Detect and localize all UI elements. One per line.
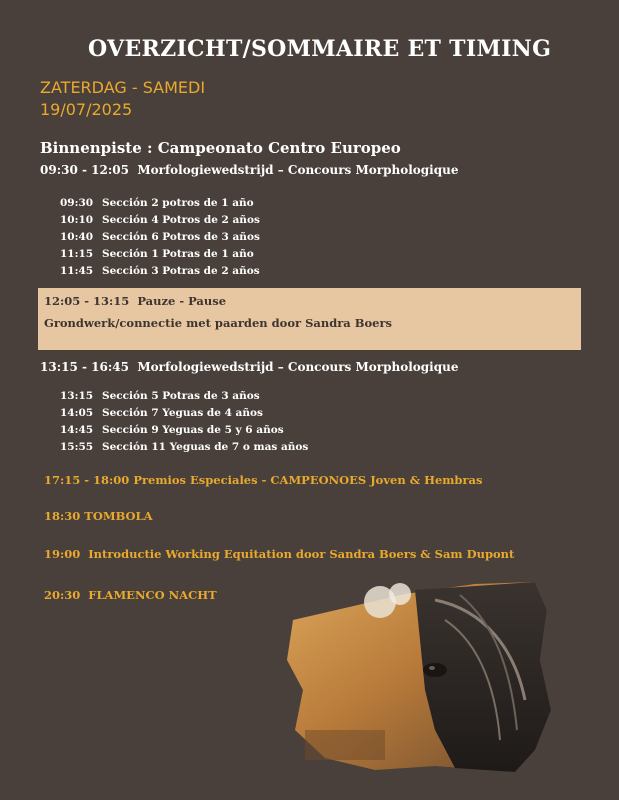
day-label: ZATERDAG - SAMEDI [40,78,206,97]
horse-photo [285,580,553,775]
event-working-equitation [44,547,514,561]
block1-label: Morfologiewedstrijd – Concours Morphologique [137,163,459,177]
event-label: TOMBOLA [84,509,153,523]
venue-heading: Binnenpiste : Campeonato Centro Europeo [40,139,401,157]
session-label: Sección 5 Potras de 3 años [102,390,260,402]
session-time: 14:05 [60,407,94,419]
session-label: Sección 7 Yeguas de 4 años [102,407,263,419]
session-label: Sección 3 Potras de 2 años [102,265,260,277]
pause-box [38,288,581,350]
session-label: Sección 1 Potras de 1 año [102,248,254,260]
session-time: 10:10 [60,214,94,226]
block1-sessions [60,197,260,282]
block1-heading [40,163,458,177]
session-time: 10:40 [60,231,94,243]
session-item [60,214,260,231]
session-label: Sección 4 Potros de 2 años [102,214,260,226]
session-label: Sección 11 Yeguas de 7 o mas años [102,441,309,453]
session-time: 15:55 [60,441,94,453]
event-label: Introductie Working Equitation door Sandra Boers & Sam Dupont [88,547,515,561]
event-time: 19:00 [44,547,81,561]
session-item [60,441,308,458]
session-time: 11:45 [60,265,94,277]
session-label: Sección 9 Yeguas de 5 y 6 años [102,424,284,436]
pause-time: 12:05 - 13:15 [44,294,130,308]
session-time: 13:15 [60,390,94,402]
pause-description: Grondwerk/connectie met paarden door Sandra Boers [44,316,392,330]
event-label: FLAMENCO NACHT [88,588,217,602]
session-label: Sección 6 Potros de 3 años [102,231,260,243]
session-item [60,231,260,248]
block2-time: 13:15 - 16:45 [40,360,129,374]
session-time: 11:15 [60,248,94,260]
date-label: 19/07/2025 [40,100,133,119]
event-time: 20:30 [44,588,81,602]
session-item [60,424,308,441]
pause-label: Pauze - Pause [137,294,227,308]
block1-time: 09:30 - 12:05 [40,163,129,177]
session-item [60,265,260,282]
event-label: Premios Especiales - CAMPEONOES Joven & Hembras [133,473,483,487]
session-time: 09:30 [60,197,94,209]
block2-label: Morfologiewedstrijd – Concours Morphologique [137,360,459,374]
session-item [60,390,308,407]
page-title: OVERZICHT/SOMMAIRE ET TIMING [88,36,552,62]
event-time: 18:30 [44,509,81,523]
session-item [60,407,308,424]
event-tombola [44,509,153,523]
block2-heading [40,360,458,374]
event-flamenco [44,588,217,602]
block2-sessions [60,390,308,458]
event-time: 17:15 - 18:00 [44,473,130,487]
session-time: 14:45 [60,424,94,436]
pause-heading [44,294,226,308]
session-item [60,197,260,214]
session-item [60,248,260,265]
session-label: Sección 2 potros de 1 año [102,197,254,209]
event-premios [44,473,482,487]
